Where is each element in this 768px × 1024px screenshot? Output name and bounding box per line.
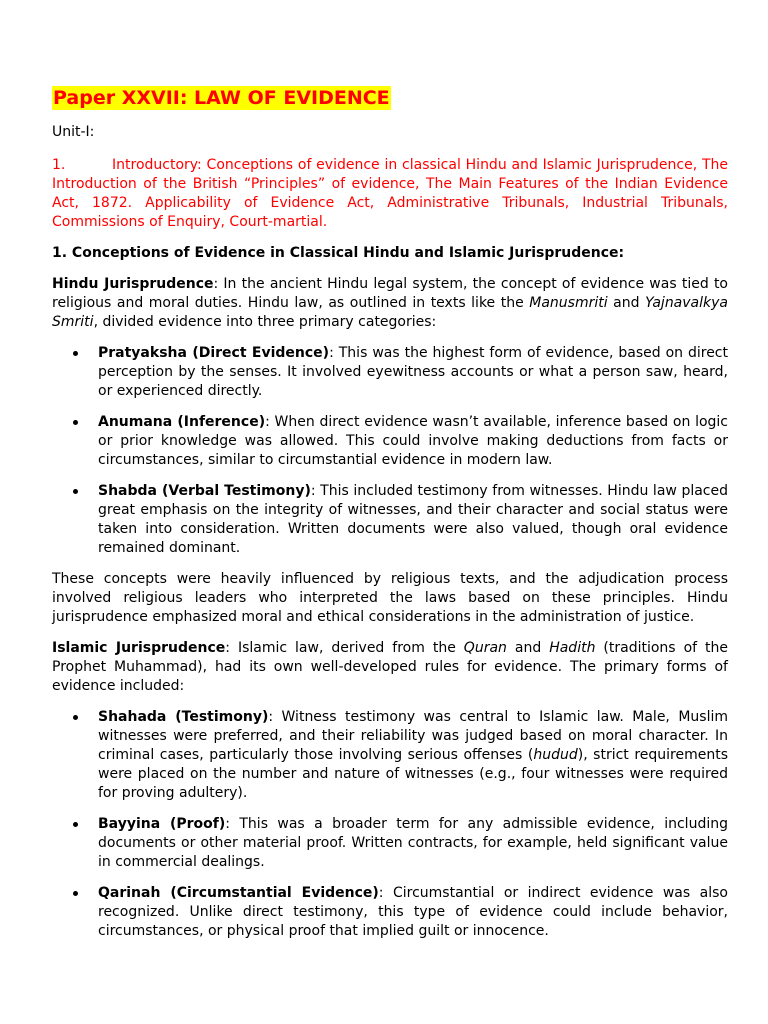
bullet-icon (73, 420, 78, 425)
bullet-icon (73, 351, 78, 356)
intro-paragraph (52, 156, 728, 232)
islamic-paragraph (52, 639, 728, 696)
hudud-ref: hudud (533, 747, 578, 763)
list-item-term: Shabda (Verbal Testimony) (98, 483, 311, 499)
list-item (52, 413, 728, 470)
list-item (52, 482, 728, 558)
islamic-text-a: : Islamic law, derived from the (225, 640, 464, 656)
intro-number: 1. (52, 157, 66, 173)
hindu-term: Hindu Jurisprudence (52, 276, 214, 292)
list-item-term: Shahada (Testimony) (98, 709, 269, 725)
list-item (52, 884, 728, 941)
quran-ref: Quran (463, 640, 507, 656)
list-item (52, 344, 728, 401)
summary-paragraph: These concepts were heavily influenced by religious texts, and the adjudication process involved religious leaders who interpreted the laws based on these principles. Hindu jurisprudence emphasized moral and ethical considerations in the administration of justice. (52, 571, 728, 625)
bullet-icon (73, 715, 78, 720)
islamic-evidence-list (52, 708, 728, 941)
list-item-term: Qarinah (Circumstantial Evidence) (98, 885, 379, 901)
yajnavalkya-ref: Yajnavalkya Smriti (52, 295, 728, 330)
bullet-icon (73, 489, 78, 494)
page-title: Paper XXVII: LAW OF EVIDENCE (53, 87, 390, 109)
list-item-term: Bayyina (Proof) (98, 816, 226, 832)
intro-text: Introductory: Conceptions of evidence in classical Hindu and Islamic Jurisprudence, The Introduction of the British “Principles” of evidence, The Main Features of the Indian Evidence Act, 1872. Applicability of Evidence Act, Administrative Tribunals, Industrial Tribunals, Commissions of Enquiry, Court-martial. (52, 157, 728, 230)
list-item-text: : This was the highest form of evidence, based on direct perception by the senses. It involved eyewitness accounts or what a person saw, heard, or experienced directly. (98, 345, 728, 399)
section-heading: 1. Conceptions of Evidence in Classical Hindu and Islamic Jurisprudence: (52, 245, 625, 261)
list-item-text: : Circumstantial or indirect evidence was also recognized. Unlike direct testimony, this type of evidence could include behavior, circumstances, or physical proof that implied guilt or innocence. (98, 885, 728, 939)
unit-label: Unit-I: (52, 124, 95, 140)
list-item-term: Pratyaksha (Direct Evidence) (98, 345, 330, 361)
list-item-text: : This included testimony from witnesses. Hindu law placed great emphasis on the integrity of witnesses, and their character and social status were taken into consideration. Written documents were also valued, though oral evidence remained dominant. (98, 483, 728, 556)
bullet-icon (73, 891, 78, 896)
list-item-text: : When direct evidence wasn’t available, inference based on logic or prior knowledge was allowed. This could involve making deductions from facts or circumstances, similar to circumstantial evidence in modern law. (98, 414, 729, 468)
title-block (52, 86, 728, 110)
bullet-icon (73, 822, 78, 827)
list-item (52, 708, 728, 803)
list-item-term: Anumana (Inference) (98, 414, 266, 430)
hindu-text-c: , divided evidence into three primary categories: (93, 314, 437, 330)
manusmriti-ref: Manusmriti (529, 295, 608, 311)
list-item-text: : This was a broader term for any admissible evidence, including documents or other material proof. Written contracts, for example, held significant value in commercial dealings. (98, 816, 728, 870)
hindu-text-a: : In the ancient Hindu legal system, the concept of evidence was tied to religious and moral duties. Hindu law, as outlined in texts like the (52, 276, 728, 311)
islamic-text-c: (traditions of the Prophet Muhammad), had its own well-developed rules for evidence. The primary forms of evidence included: (52, 640, 729, 694)
islamic-text-b: and (506, 640, 550, 656)
hindu-text-b: and (607, 295, 646, 311)
list-item (52, 815, 728, 872)
list-item-text-a: : Witness testimony was central to Islamic law. Male, Muslim witnesses were preferred, and their reliability was judged based on moral character. In criminal cases, particularly those involving serious offenses ( (98, 709, 728, 763)
islamic-term: Islamic Jurisprudence (52, 640, 226, 656)
hadith-ref: Hadith (549, 640, 596, 656)
list-item-text-b: ), strict requirements were placed on the number and nature of witnesses (e.g., four witnesses were required for proving adultery). (98, 747, 728, 801)
hindu-paragraph (52, 275, 728, 332)
hindu-evidence-list (52, 344, 728, 558)
